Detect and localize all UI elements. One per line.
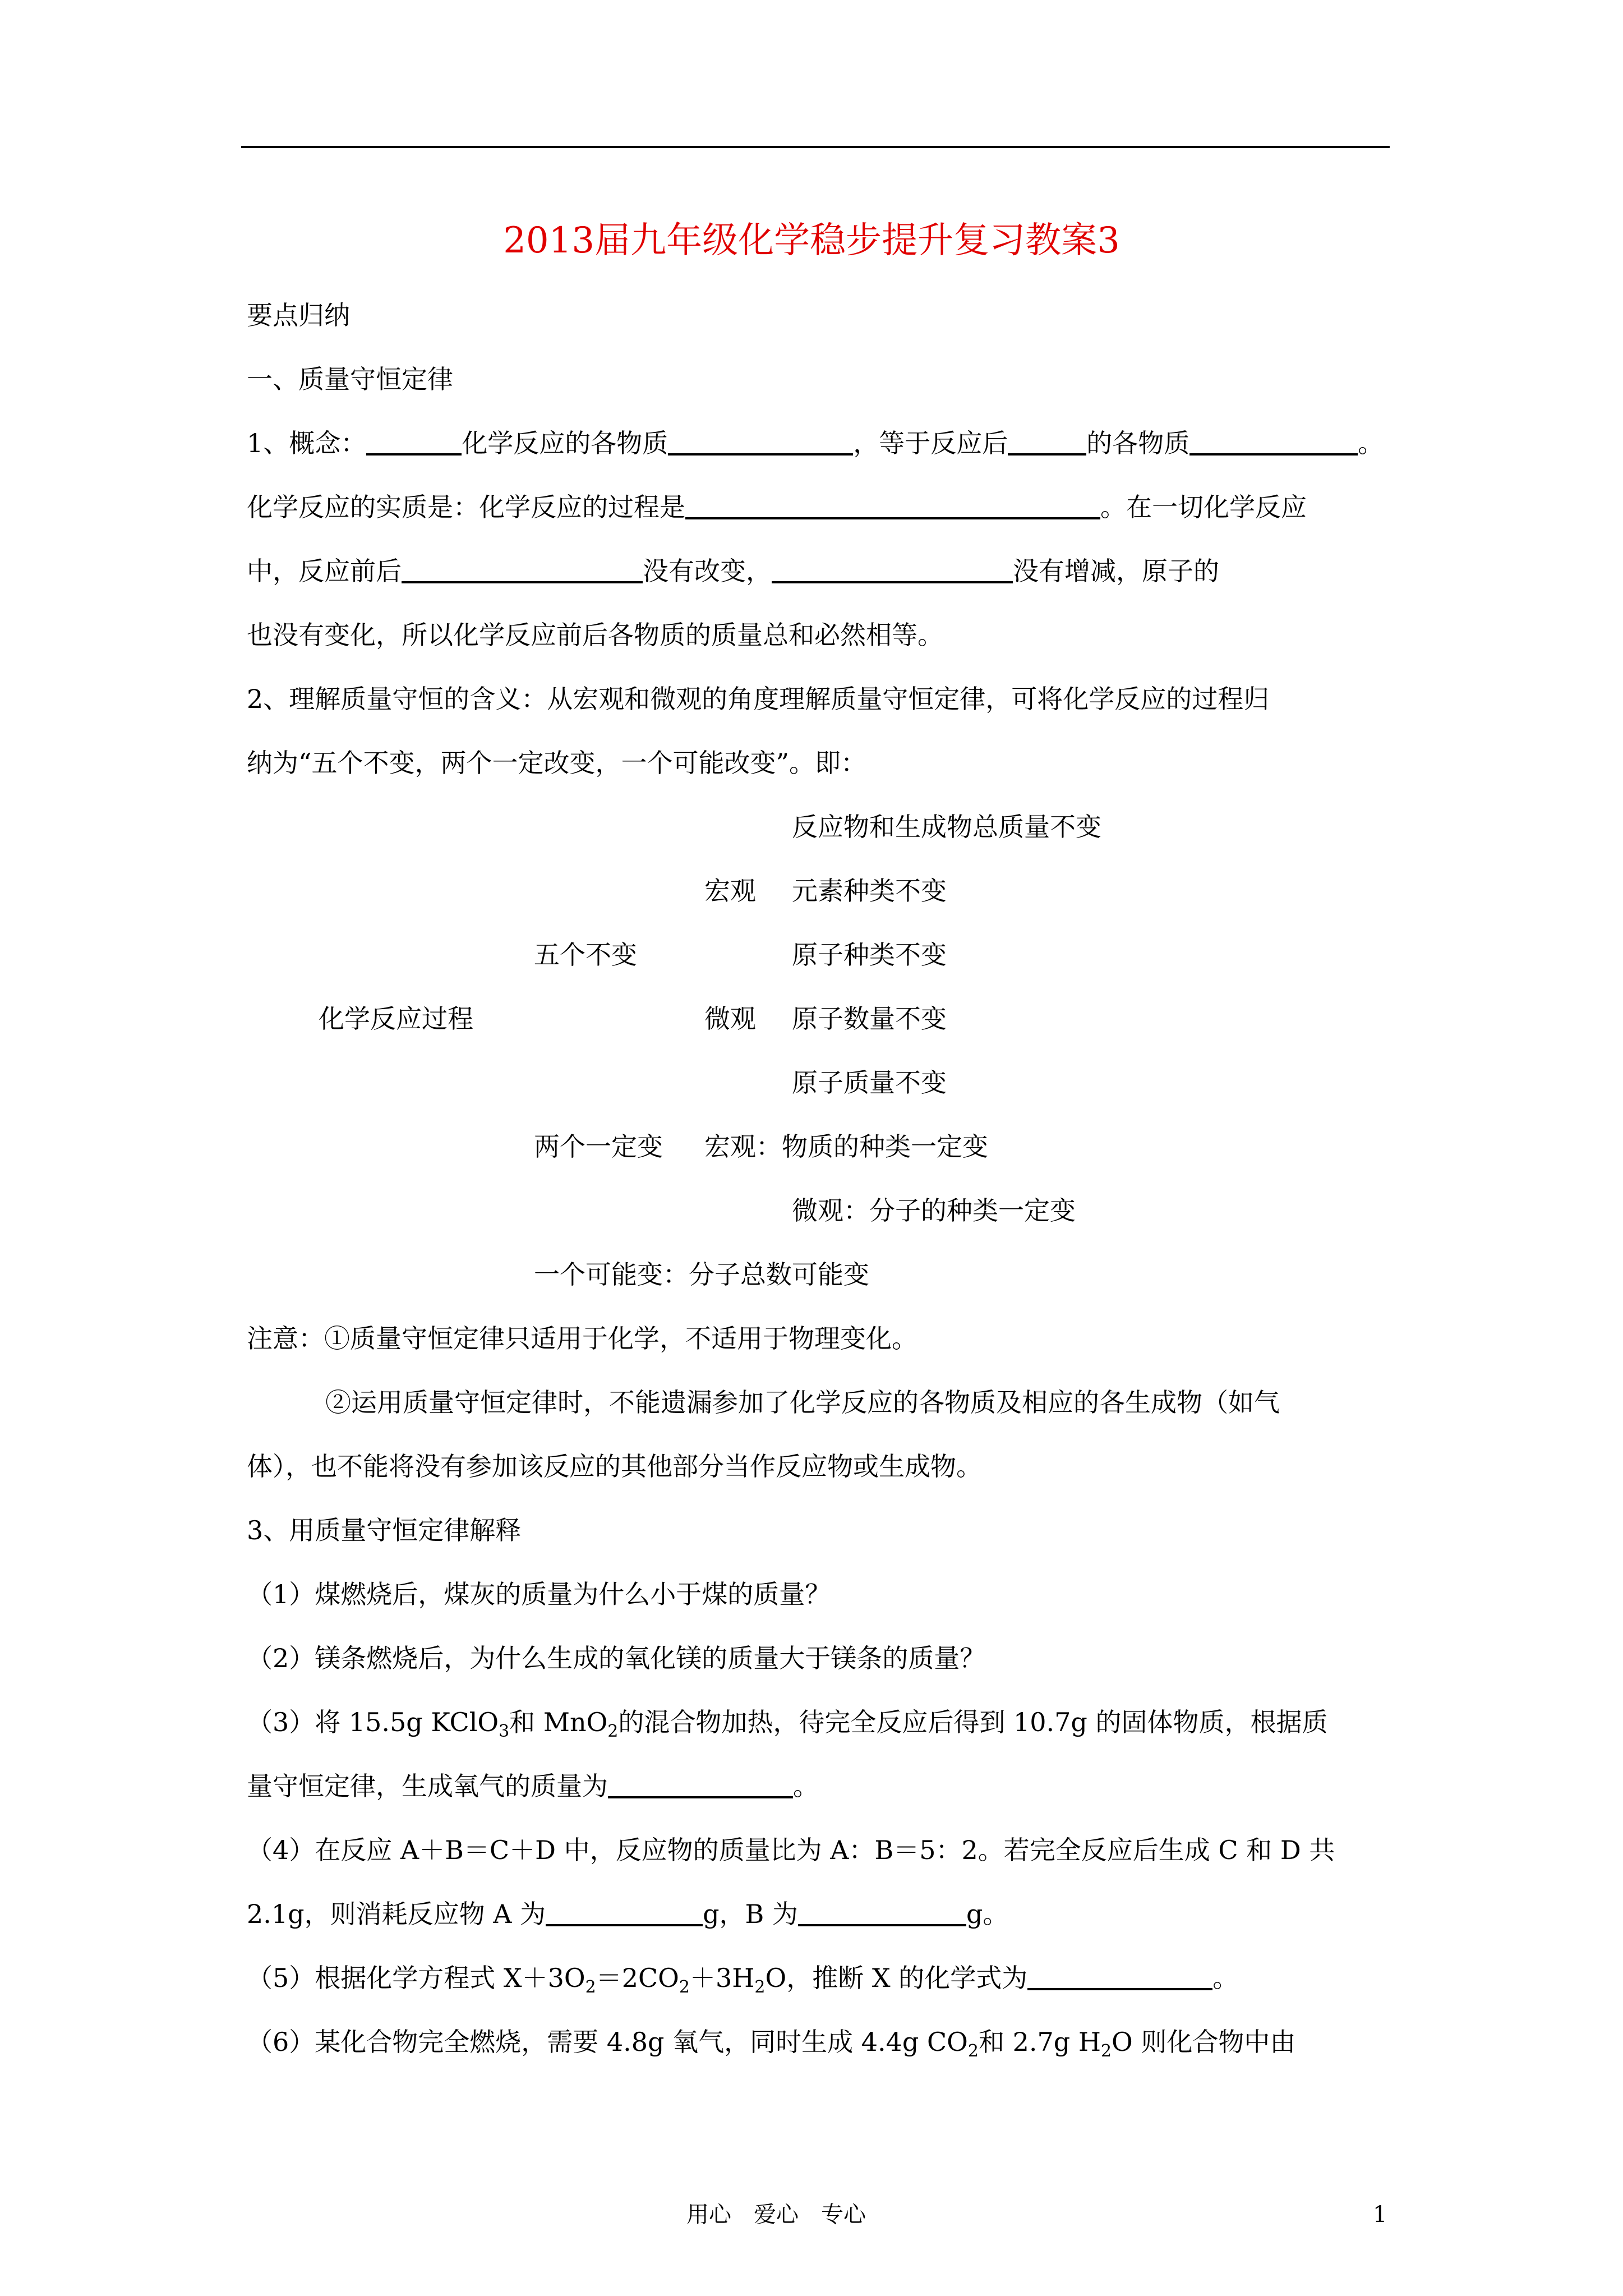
diagram-two-macro: 宏观：物质的种类一定变 [704,1131,988,1162]
question-6: （6）某化合物完全燃烧，需要 4.8g 氧气，同时生成 4.4g $CO_2$和 2.7g $H_2O$ 则化合物中由 [247,2027,1296,2061]
diagram-micro-label: 微观 [704,1004,756,1034]
question-4-line-2: 2.1g，则消耗反应物 A 为 g，B 为 g。 [247,1897,1008,1931]
diagram-item-total-mass: 反应物和生成物总质量不变 [792,812,1101,842]
diagram-five-unchanged: 五个不变 [534,940,637,970]
diagram-two-changed: 两个一定变 [534,1131,663,1162]
note-line-1: 注意：①质量守恒定律只适用于化学，不适用于物理变化。 [247,1323,917,1354]
concept-line-2: 化学反应的实质是：化学反应的过程是 。在一切化学反应 [247,490,1307,524]
section-heading-1: 一、质量守恒定律 [247,364,453,394]
heading-summary: 要点归纳 [247,300,350,330]
page-number: 1 [1373,2202,1387,2228]
question-3-line-1: （3）将 15.5g KClO$_3$和 MnO$_2$的混合物加热，待完全反应后得到 10.7g 的固体物质，根据质 [247,1707,1328,1741]
question-3-line-2: 量守恒定律，生成氧气的质量为 。 [247,1769,819,1803]
diagram-item-atom-kind: 原子种类不变 [792,940,947,970]
concept-line-4: 也没有变化，所以化学反应前后各物质的质量总和必然相等。 [247,620,943,650]
understand-line-1: 2、理解质量守恒的含义：从宏观和微观的角度理解质量守恒定律，可将化学反应的过程归 [247,684,1270,714]
section-heading-3: 3、用质量守恒定律解释 [247,1515,522,1545]
page-title: 2013届九年级化学稳步提升复习教案3 [503,220,1120,261]
concept-line-3: 中，反应前后 没有改变， 没有增减，原子的 [247,554,1219,588]
question-5: （5）根据化学方程式 $X+3O_2=2CO_2+3H_2O$，推断 X 的化学式为 。 [247,1961,1238,1995]
note-line-3: 体），也不能将没有参加该反应的其他部分当作反应物或生成物。 [247,1451,982,1481]
question-2: （2）镁条燃烧后，为什么生成的氧化镁的质量大于镁条的质量？ [247,1643,986,1673]
diagram-two-micro: 微观：分子的种类一定变 [792,1195,1076,1226]
question-4-line-1: （4）在反应 A＋B＝C＋D 中，反应物的质量比为 A：B＝5：2。若完全反应后生成 C 和 D 共 [247,1835,1335,1865]
diagram-item-element-kind: 元素种类不变 [792,876,947,906]
footer-motto: 用心 爱心 专心 [686,2202,866,2228]
understand-line-2: 纳为“五个不变，两个一定改变，一个可能改变”。即： [247,748,867,778]
diagram-macro-label: 宏观 [704,876,756,906]
diagram-item-atom-mass: 原子质量不变 [792,1068,947,1098]
question-1: （1）煤燃烧后，煤灰的质量为什么小于煤的质量？ [247,1579,831,1609]
diagram-item-atom-count: 原子数量不变 [792,1004,947,1034]
note-line-2: ②运用质量守恒定律时，不能遗漏参加了化学反应的各物质及相应的各生成物（如气 [325,1387,1280,1418]
header-rule [241,146,1390,148]
diagram-root: 化学反应过程 [319,1004,473,1034]
diagram-one-may-change: 一个可能变：分子总数可能变 [534,1259,869,1290]
concept-line-1: 1、概念： 化学反应的各物质 ，等于反应后 的各物质 。 [247,426,1384,460]
